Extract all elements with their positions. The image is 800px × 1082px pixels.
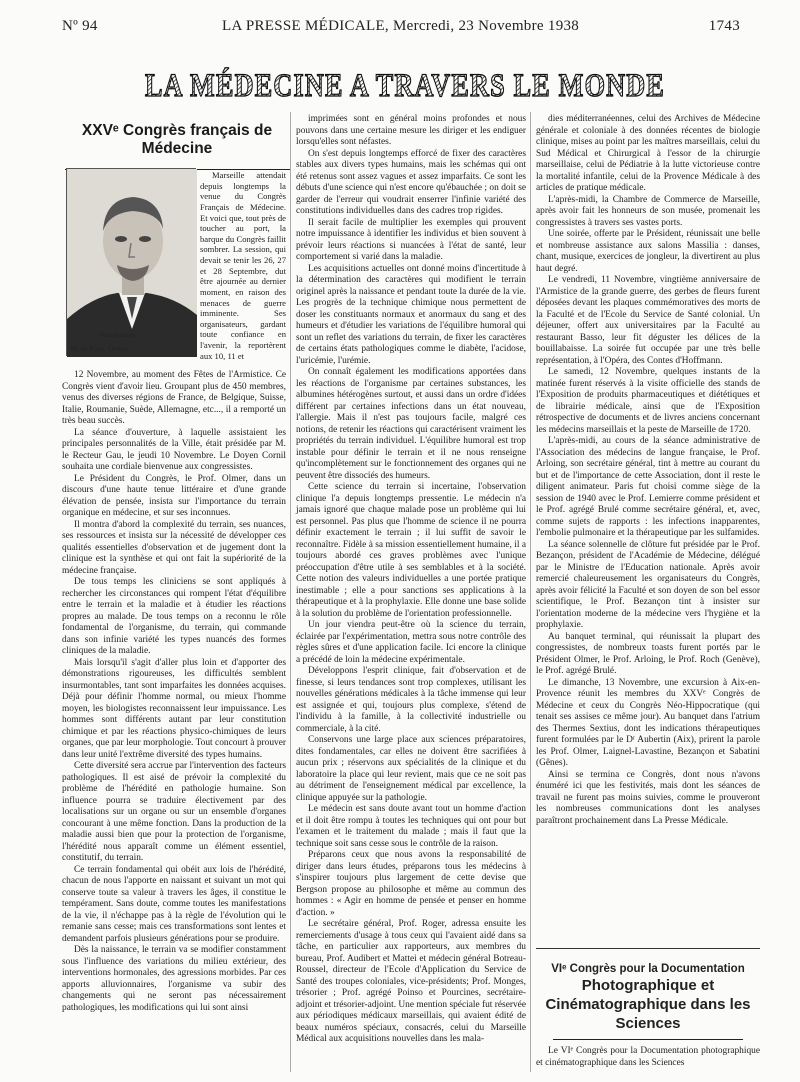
paragraph: Les acquisitions actuelles ont donné moins d'incertitude à la détermination des caractères qui modifient le terrain originel après la naissance et pendant toute la durée de la vie. Les progrès de la technique chimique nous permettent de doser les constituants normaux et anormaux du sang et des humeurs et d'étudier les variations de l'équilibre humoral qui sont un reflet des variations du terrain, de fixer les caractères de certains états pathologiques comme le diabète, l'acidose, l'uricémie, l'urémie. bbox=[296, 263, 526, 366]
issue-number: Nº 94 bbox=[62, 18, 98, 34]
paragraph: Le secrétaire général, Prof. Roger, adressa ensuite les remerciements d'usage à tous ceux qui l'avaient aidé dans sa tâche, en particulier aux rapporteurs, aux membres du bureau, Prof. Audibert et Mattei et médecin général Botreau-Roussel, directeur de l'Ecole d'Application du Service de Santé des troupes coloniales, vice-présidents; Prof. Monges, trésorier ; Prof. agrégé Poinso et Pourcines, secrétaire-adjoint et trésorier-adjoint. Une mention spéciale fut réservée aux périodiques médicaux marseillais, qui avaient édité de beaux numéros spéciaux, consacrés, celui du Marseille Médical aux acquisitions nouvelles dans les mala- bbox=[296, 919, 526, 1044]
running-header bbox=[62, 18, 740, 38]
paragraph: Il serait facile de multiplier les exemples qui prouvent notre impuissance à identifier les individus et bien souvent à prévoir leurs réactions si nuancées à l'état de santé, leur comportement si varié dans la maladie. bbox=[296, 217, 526, 262]
paragraph: Développons l'esprit clinique, fait d'observation et de finesse, si leurs tendances sont trop complexes, utilisant les nouvelles générations médicales à la tâche immense qui leur est assignée et qui, toujours plus complexe, s'étend de l'individu à la famille, à la collectivité industrielle ou commerciale, à la cité. bbox=[296, 666, 526, 734]
article-heading: XXVᵉ Congrès français de Médecine bbox=[81, 122, 273, 157]
sidebar-title-line-1: VIᵉ Congrès pour la Documentation bbox=[551, 963, 745, 975]
column-2-body bbox=[296, 114, 526, 1046]
paragraph: La séance solennelle de clôture fut présidée par le Prof. Bezançon, président de l'Académie de Médecine, délégué par le Ministre de l'Education nationale. Après avoir remercié chaleureusement les organisateurs du Congrès, après avoir félicité la Faculté et son doyen de son bel essor scientifique, le Prof. Bezançon tint à insister sur l'orientation moderne de la médecine vers l'hygiène et la prophylaxie. bbox=[536, 539, 760, 630]
photo-caption: M. le Prof. Olmer. bbox=[70, 344, 131, 353]
sidebar-rule bbox=[553, 1039, 743, 1040]
page-number: 1743 bbox=[708, 18, 740, 34]
sidebar-paragraph: Le VIᵉ Congrès pour la Documentation photographique et cinématographique dans les Sciences bbox=[536, 1046, 760, 1068]
column-1-body bbox=[62, 370, 286, 1014]
paragraph: De tous temps les cliniciens se sont appliqués à rechercher les circonstances qui rompent l'état d'équilibre entre le terrain et la maladie et à étudier les réactions propres au malade. De tous temps on a reconnu le rôle fondamental de l'organisme, du terrain, qui commande dans son infinie variété les types nuancés des formes cliniques de la maladie. bbox=[62, 577, 286, 656]
sidebar-text bbox=[536, 1046, 760, 1069]
portrait-image bbox=[67, 169, 197, 357]
sidebar-article bbox=[536, 948, 760, 1072]
sidebar-title-line-2: Photographique et Cinématographique dans les Sciences bbox=[545, 977, 751, 1032]
section-banner bbox=[140, 64, 800, 106]
column-rule bbox=[530, 112, 531, 1072]
paragraph: Mais lorsqu'il s'agit d'aller plus loin et d'apporter des démonstrations rigoureuses, les difficultés semblent insurmontables, tant sont imparfaites les données acquises. Déjà pour définir l'homme normal, ou mieux l'homme moyen, les biologistes reconnaissent leur impuissance. Les hommes sont différents autant par leur constitution chimique et par les réactions physico-chimiques de leurs organes, que par leur morphologie. Tout concourt à prouver dans leur unité l'extrême diversité des types humains. bbox=[62, 657, 286, 760]
banner-graphic bbox=[140, 64, 800, 106]
paragraph: Ce terrain fondamental qui obéit aux lois de l'hérédité, chacun de nous l'apporte en naissant et suivant un mot qui conserve toute sa valeur à travers les âges, il constitue le tempérament. Sans doute, comme toutes les manifestations de la vie, il n'échappe pas à la règle de l'évolution qui le remanie sans cesse; mais ces transformations sont lentes et demandent parfois plusieurs générations pour se produire. bbox=[62, 864, 286, 944]
paragraph: Dès la naissance, le terrain va se modifier constamment sous l'influence des variations du milieu extérieur, des interventions hormonales, des agressions morbides. Par ces apports alluvionnaires, l'organisme va subir des changements qui ne seront pas nécessairement pathologiques, les modifications qui lui sont ainsi bbox=[62, 945, 286, 1013]
paragraph: Un jour viendra peut-être où la science du terrain, éclairée par l'expérimentation, mettra sous notre contrôle des règles sûres et d'une application facile. Ici encore la clinique a précédé de loin la médecine expérimentale. bbox=[296, 620, 526, 665]
paragraph: L'après-midi, la Chambre de Commerce de Marseille, après avoir fait les honneurs de son musée, promenait les congressistes à travers ses vastes ports. bbox=[536, 194, 760, 228]
paragraph: Le vendredi, 11 Novembre, vingtième anniversaire de l'Armistice de la grande guerre, des gerbes de fleurs furent déposées devant les plaques commémoratives des morts de la Faculté et de l'Ecole du Service de Santé colonial. Un déjeuner, offert aux universitaires par la Faculté au restaurant Basso, leur fit déguster les délices de la bouillabaisse. La soirée fut occupée par une très belle représentation, à l'Opéra, des Contes d'Hoffmann. bbox=[536, 275, 760, 366]
column-rule bbox=[290, 112, 291, 1072]
paragraph: Le médecin est sans doute avant tout un homme d'action et il doit être rompu à toutes les techniques qui ont pour but l'examen et le traitement du malade ; mais il faut que la technique soit sans cesse sous le contrôle de la raison. bbox=[296, 804, 526, 849]
photo-credit: Photo Boucain. bbox=[98, 333, 136, 339]
paragraph: Ainsi se termina ce Congrès, dont nous n'avons énuméré ici que les festivités, mais dont les séances de travail ne furent pas moins suivies, comme le prouveront les nombreuses communications dont les analyses paraîtront prochainement dans La Presse Médicale. bbox=[536, 769, 760, 826]
paragraph: Le dimanche, 13 Novembre, une excursion à Aix-en-Provence réunit les membres du XXVᵉ Congrès de Médecine et ceux du Congrès Néo-Hippocratique (qui tenait ses assises ce même jour). Au banquet dans l'atrium des Thermes Sextius, dont les indications thérapeutiques furent formulées par le Dʳ Aubertin (Aix), prirent la parole les Prof. Olmer, Laignel-Lavastine, Bezançon et Sabatini (Gênes). bbox=[536, 677, 760, 768]
paragraph: Le samedi, 12 Novembre, quelques instants de la matinée furent réservés à la visite officielle des stands de l'Exposition de produits pharmaceutiques et diététiques et de librairie médicale, ainsi que de l'Exposition rétrospective de documents et de livres anciens concernant les médecins marseillais et la peste de Marseille de 1720. bbox=[536, 367, 760, 435]
paragraph: L'après-midi, au cours de la séance administrative de l'Association des médecins de langue française, le Prof. Arloing, son secrétaire général, tint à mettre au courant du but et de l'importance de cette Association, dont il reste le diligent animateur. Paris fut choisi comme siège de la session de 1940 avec le Prof. Lemierre comme président et le Prof. agrégé Brulé comme secrétaire général, et, avec, comme sujets de rapports : les infections inapparentes, l'embolie pulmonaire et la thérapeutique par les sulfamides. bbox=[536, 436, 760, 538]
portrait-photo bbox=[66, 168, 196, 356]
column-3-body bbox=[536, 114, 760, 827]
paragraph: 12 Novembre, au moment des Fêtes de l'Armistice. Ce Congrès vient d'avoir lieu. Groupant plus de 450 membres, venus des diverses régions de France, de Belgique, Suisse, Italie, Roumanie, Suède, Allemagne, etc..., il a remporté un très beau succès. bbox=[62, 370, 286, 426]
paragraph: Une soirée, offerte par le Président, réunissait une belle et nombreuse assistance aux salons Massilia : danses, chant, musique, exercices de jongleur, la divertirent au plus haut degré. bbox=[536, 229, 760, 274]
intro-text bbox=[200, 170, 286, 361]
paragraph: On connaît également les modifications apportées dans les réactions de l'organisme par certaines substances, les albumines hétérogènes surtout, et aussi dans un ordre d'idées différent par certaines infections dans un état nouveau, l'allergie. Mais il n'est pas toujours facile, malgré ces notions, de retenir les réactions qui caractérisent vraiment les propriétés du terrain individuel. L'équilibre humoral est trop instable pour définir le terrain et il ne nous renseigne qu'incomplètement sur le fonctionnement des organes qui ne peuvent être dissociés des humeurs. bbox=[296, 367, 526, 481]
column-1 bbox=[60, 112, 294, 176]
paragraph: Cette diversité sera accrue par l'intervention des facteurs pathologiques. Il est aisé de prévoir la complexité du problème de l'hérédité en pathologie humaine. Son influence pourra se traduire électivement par des localisations sur un organe ou sur un ensemble d'organes concourant à une même fonction. Dans la production de la maladie aussi bien que pour la protection de l'organisme, l'hérédité nous apparaît comme un élément essentiel, constitutif, du terrain. bbox=[62, 761, 286, 863]
paragraph: On s'est depuis longtemps efforcé de fixer des caractères stables aux divers types humains, mais les schémas qui ont été retenus sont assez vagues et assez imparfaits. Ce sont les débuts d'une science qui n'est encore qu'ébauchée ; on doit se garder de l'erreur qui voudrait enserrer l'infinie variété des constitutions individuelles dans des cadres trop rigides. bbox=[296, 148, 526, 216]
intro-paragraph: Marseille attendait depuis longtemps la venue du Congrès Français de Médecine. Et voici que, tout près de toucher au port, la barque du Congrès faillit sombrer. La session, qui devait se tenir les 26, 27 et 28 Septembre, dut être ajournée au dernier moment, en raison des menaces de guerre imminente. Ses organisateurs, gardant toute confiance en l'avenir, la reportèrent aux 10, 11 et bbox=[200, 170, 286, 361]
paragraph: imprimées sont en général moins profondes et nous pouvons dans une certaine mesure les diriger et les endiguer lorsqu'elles sont néfastes. bbox=[296, 114, 526, 147]
paragraph: Préparons ceux que nous avons la responsabilité de diriger dans leurs études, préparons tous les médecins à s'inspirer toujours plus largement de cette devise que Bergson propose au philosophe et même au commun des hommes : « Agir en homme de pensée et penser en homme d'action. » bbox=[296, 850, 526, 918]
banner-title: LA MÉDECINE A TRAVERS LE MONDE bbox=[145, 68, 800, 104]
paragraph: La séance d'ouverture, à laquelle assistaient les principales personnalités de la Ville, était présidée par M. le Recteur Gau, le jeudi 10 Novembre. Le Doyen Cornil souhaita une cordiale bienvenue aux congressistes. bbox=[62, 427, 286, 472]
paragraph: Conservons une large place aux sciences préparatoires, dites fondamentales, car elles ne doivent être sacrifiées à aucun prix ; réservons aux spécialités de la clinique et du laboratoire la place qui leur revient, mais que ce ne soit pas au détriment de l'enseignement médical par excellence, la clinique appuyée sur la pathologie. bbox=[296, 735, 526, 803]
paragraph: Le Président du Congrès, le Prof. Olmer, dans un discours d'une haute tenue littéraire et d'une grande élévation de pensée, insista sur l'importance du terrain organique en médecine, et sur ses inconnues. bbox=[62, 473, 286, 518]
journal-date-line: LA PRESSE MÉDICALE, Mercredi, 23 Novembre 1938 bbox=[222, 18, 580, 34]
paragraph: Au banquet terminal, qui réunissait la plupart des congressistes, de nombreux toasts furent portés par le Président Olmer, le Prof. Arloing, le Prof. Roch (Genève), le Prof. agrégé Brulé. bbox=[536, 631, 760, 676]
paragraph: dies méditerranéennes, celui des Archives de Médecine générale et coloniale à des données récentes de biologie clinique, mises au point par les maîtres marseillais, celui du Sud Médical et Chirurgical à l'essor de la chirurgie marseillaise, celui de Pédiatrie à la lutte victorieuse contre la mortalité infantile, celui de la Provence Médicale à des articles de pratique médicale. bbox=[536, 114, 760, 193]
paragraph: Il montra d'abord la complexité du terrain, ses nuances, ses ressources et insista sur la nécessité de développer ces qualités essentielles d'observation et de jugement dont la clinique est la synthèse et qui ont fait la supériorité de la médecine française. bbox=[62, 519, 286, 576]
paragraph: Cette science du terrain si incertaine, l'observation clinique l'a depuis longtemps pressentie. Le médecin n'a jamais ignoré que chaque malade pose un problème qui lui est personnel. Pas plus que l'homme de science il ne pourra définir exactement le terrain ; il lui suffit de savoir le reconnaître. Fidèle à sa mission essentiellement humaine, il a toujours abordé ces graves problèmes avec l'unique préoccupation d'être utile à ses semblables et à la société. Cette notion des valeurs individuelles a une portée pratique inestimable ; elle a pour sanctions ses applications à la thérapeutique et à la prophylaxie. Elle donne une base solide à la solution du problème de l'orientation professionnelle. bbox=[296, 482, 526, 619]
